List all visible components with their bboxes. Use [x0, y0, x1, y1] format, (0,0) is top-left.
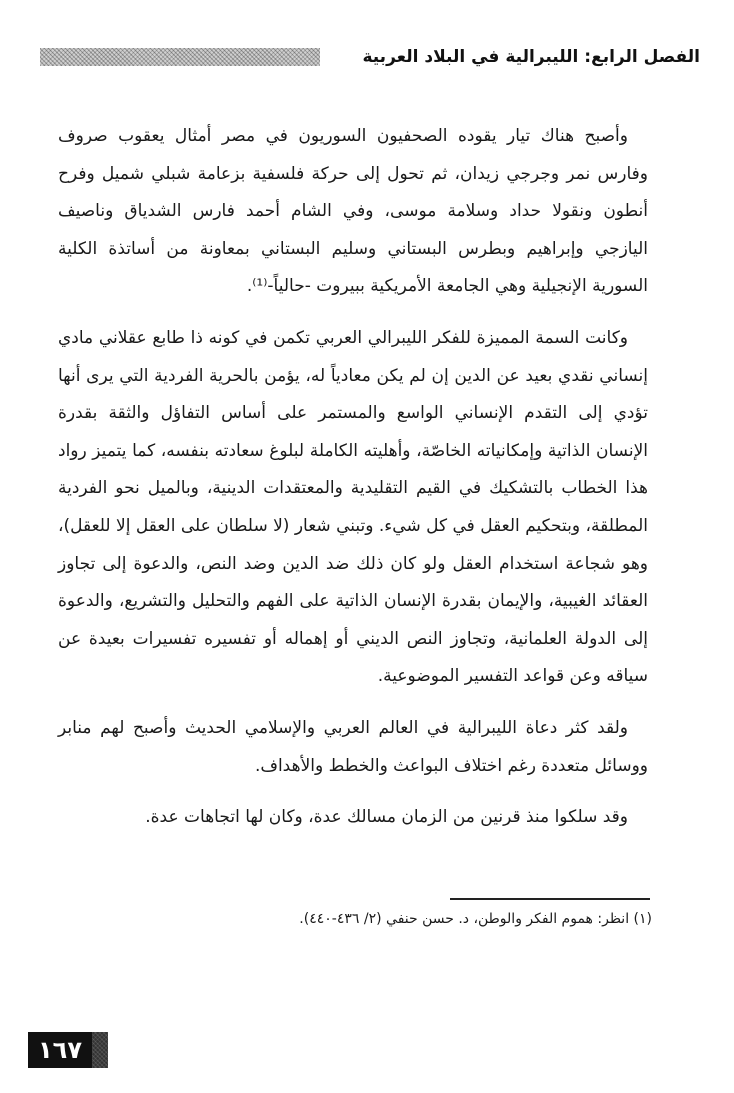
header-ornament — [40, 48, 320, 66]
footnote: (١) انظر: هموم الفكر والوطن، د. حسن حنفي (٢/ ٤٣٦-٤٤٠). — [299, 911, 652, 927]
paragraph: وكانت السمة المميزة للفكر الليبرالي العربي تكمن في كونه ذا طابع عقلاني مادي إنساني نقدي بعيد عن الدين إن لم يكن معادياً له، يؤمن بالحرية الفردية التي يرى أنها تؤدي إلى التقدم الإنساني الواسع والمستمر على أساس التفاؤل والثقة بقدرة الإنسان الذاتية وإمكانياته الخاصّة، وأهليته الكاملة لبلوغ سعادته بنفسه، كما يتميز رواد هذا الخطاب بالتشكيك في القيم التقليدية والمعتقدات الدينية، وبالميل نحو الفردية المطلقة، وبتحكيم العقل في كل شيء. وتبني شعار (لا سلطان على العقل إلا للعقل)، وهو شجاعة استخدام العقل ولو كان ذلك ضد الدين وضد النص، والدعوة إلى تجاوز العقائد الغيبية، والإيمان بقدرة الإنسان الذاتية على الفهم والتحليل والتشريع، والدعوة إلى الدولة العلمانية، وتجاوز النص الديني أو إهماله أو تفسيره تفسيرات بعيدة عن سياقه وعن قواعد التفسير الموضوعية. — [58, 327, 648, 687]
footnote-divider — [450, 898, 650, 900]
chapter-title: الفصل الرابع: الليبرالية في البلاد العربية — [352, 44, 700, 70]
paragraph: وأصبح هناك تيار يقوده الصحفيون السوريون في مصر أمثال يعقوب صروف وفارس نمر وجرجي زيدان، ثم تحول إلى حركة فلسفية بزعامة شبلي شميل وفرح أنطون ونقولا حداد وسلامة موسى، وفي الشام أحمد فارس الشدياق وناصيف اليازجي وإبراهيم وبطرس البستاني وسليم البستاني بمعاونة من أساتذة الكلية السورية الإنجيلية وهي الجامعة الأمريكية ببيروت -حالياً-⁽¹⁾. — [58, 126, 648, 297]
running-header — [40, 44, 700, 70]
main-text — [58, 118, 648, 837]
page-number-block — [28, 1032, 108, 1068]
paragraph: وقد سلكوا منذ قرنين من الزمان مسالك عدة، وكان لها اتجاهات عدة. — [145, 807, 628, 828]
paragraph: ولقد كثر دعاة الليبرالية في العالم العربي والإسلامي الحديث وأصبح لهم منابر ووسائل متعددة رغم اختلاف البواعث والخطط والأهداف. — [58, 717, 648, 776]
page-number: ١٦٧ — [28, 1032, 92, 1068]
